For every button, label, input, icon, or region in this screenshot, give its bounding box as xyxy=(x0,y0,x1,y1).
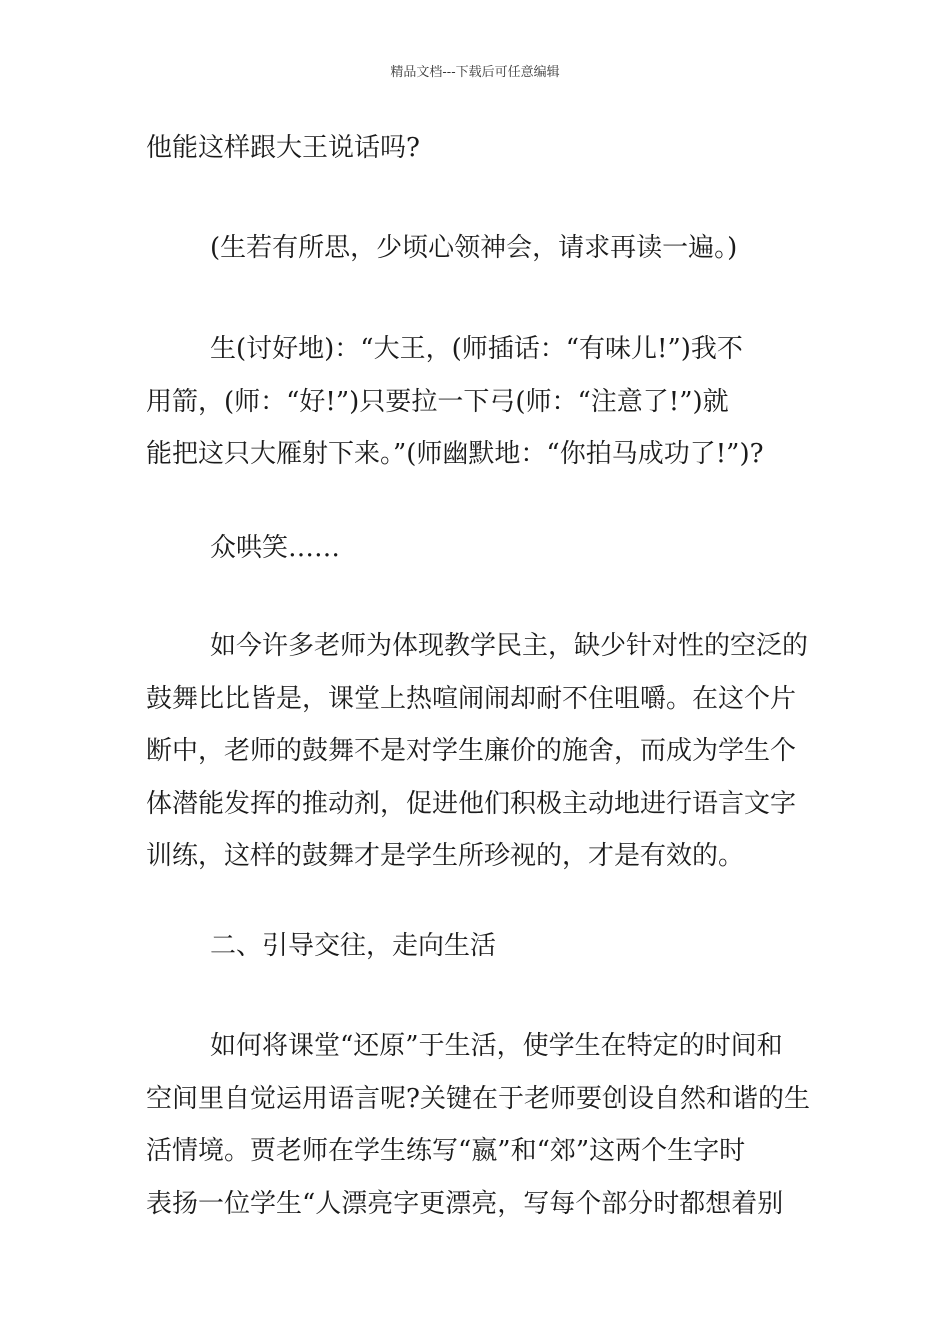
text-line: 表扬一位学生“人漂亮字更漂亮，写每个部分时都想着别 xyxy=(146,1188,784,1219)
paragraph-stage-direction xyxy=(210,222,872,275)
text-line: 能把这只大雁射下来。”(师幽默地：“你拍马成功了!”)? xyxy=(146,439,764,469)
text-line: 他能这样跟大王说话吗? xyxy=(146,133,420,163)
text-line: (生若有所思，少顷心领神会，请求再读一遍。) xyxy=(210,233,738,263)
text-line: 鼓舞比比皆是，课堂上热喧闹闹却耐不住咀嚼。在这个片 xyxy=(146,683,797,714)
paragraph-laughter xyxy=(210,522,872,575)
paragraph-commentary xyxy=(146,620,808,883)
text-line: 断中，老师的鼓舞不是对学生廉价的施舍，而成为学生个 xyxy=(146,736,797,766)
text-line: 体潜能发挥的推动剂，促进他们积极主动地进行语言文字 xyxy=(146,788,797,819)
section-heading xyxy=(210,920,872,973)
paragraph-section-body xyxy=(146,1020,808,1230)
text-line: 生(讨好地)：“大王，(师插话：“有味儿!”)我不 xyxy=(210,334,743,364)
text-line: 如今许多老师为体现教学民主，缺少针对性的空泛的 xyxy=(210,631,809,661)
paragraph-student-reading xyxy=(146,323,808,481)
text-line: 活情境。贾老师在学生练写“嬴”和“郊”这两个生字时 xyxy=(146,1136,746,1166)
paragraph-continuation xyxy=(146,122,808,175)
text-line: 二、引导交往，走向生活 xyxy=(210,931,497,961)
text-line: 用箭，(师：“好!”)只要拉一下弓(师：“注意了!”)就 xyxy=(146,386,729,417)
text-line: 训练，这样的鼓舞才是学生所珍视的，才是有效的。 xyxy=(146,841,745,871)
text-line: 众哄笑…… xyxy=(210,533,341,563)
text-line: 空间里自觉运用语言呢?关键在于老师要创设自然和谐的生 xyxy=(146,1083,810,1114)
page-header: 精品文档---下载后可任意编辑 xyxy=(390,65,560,80)
text-line: 如何将课堂“还原”于生活，使学生在特定的时间和 xyxy=(210,1031,783,1061)
